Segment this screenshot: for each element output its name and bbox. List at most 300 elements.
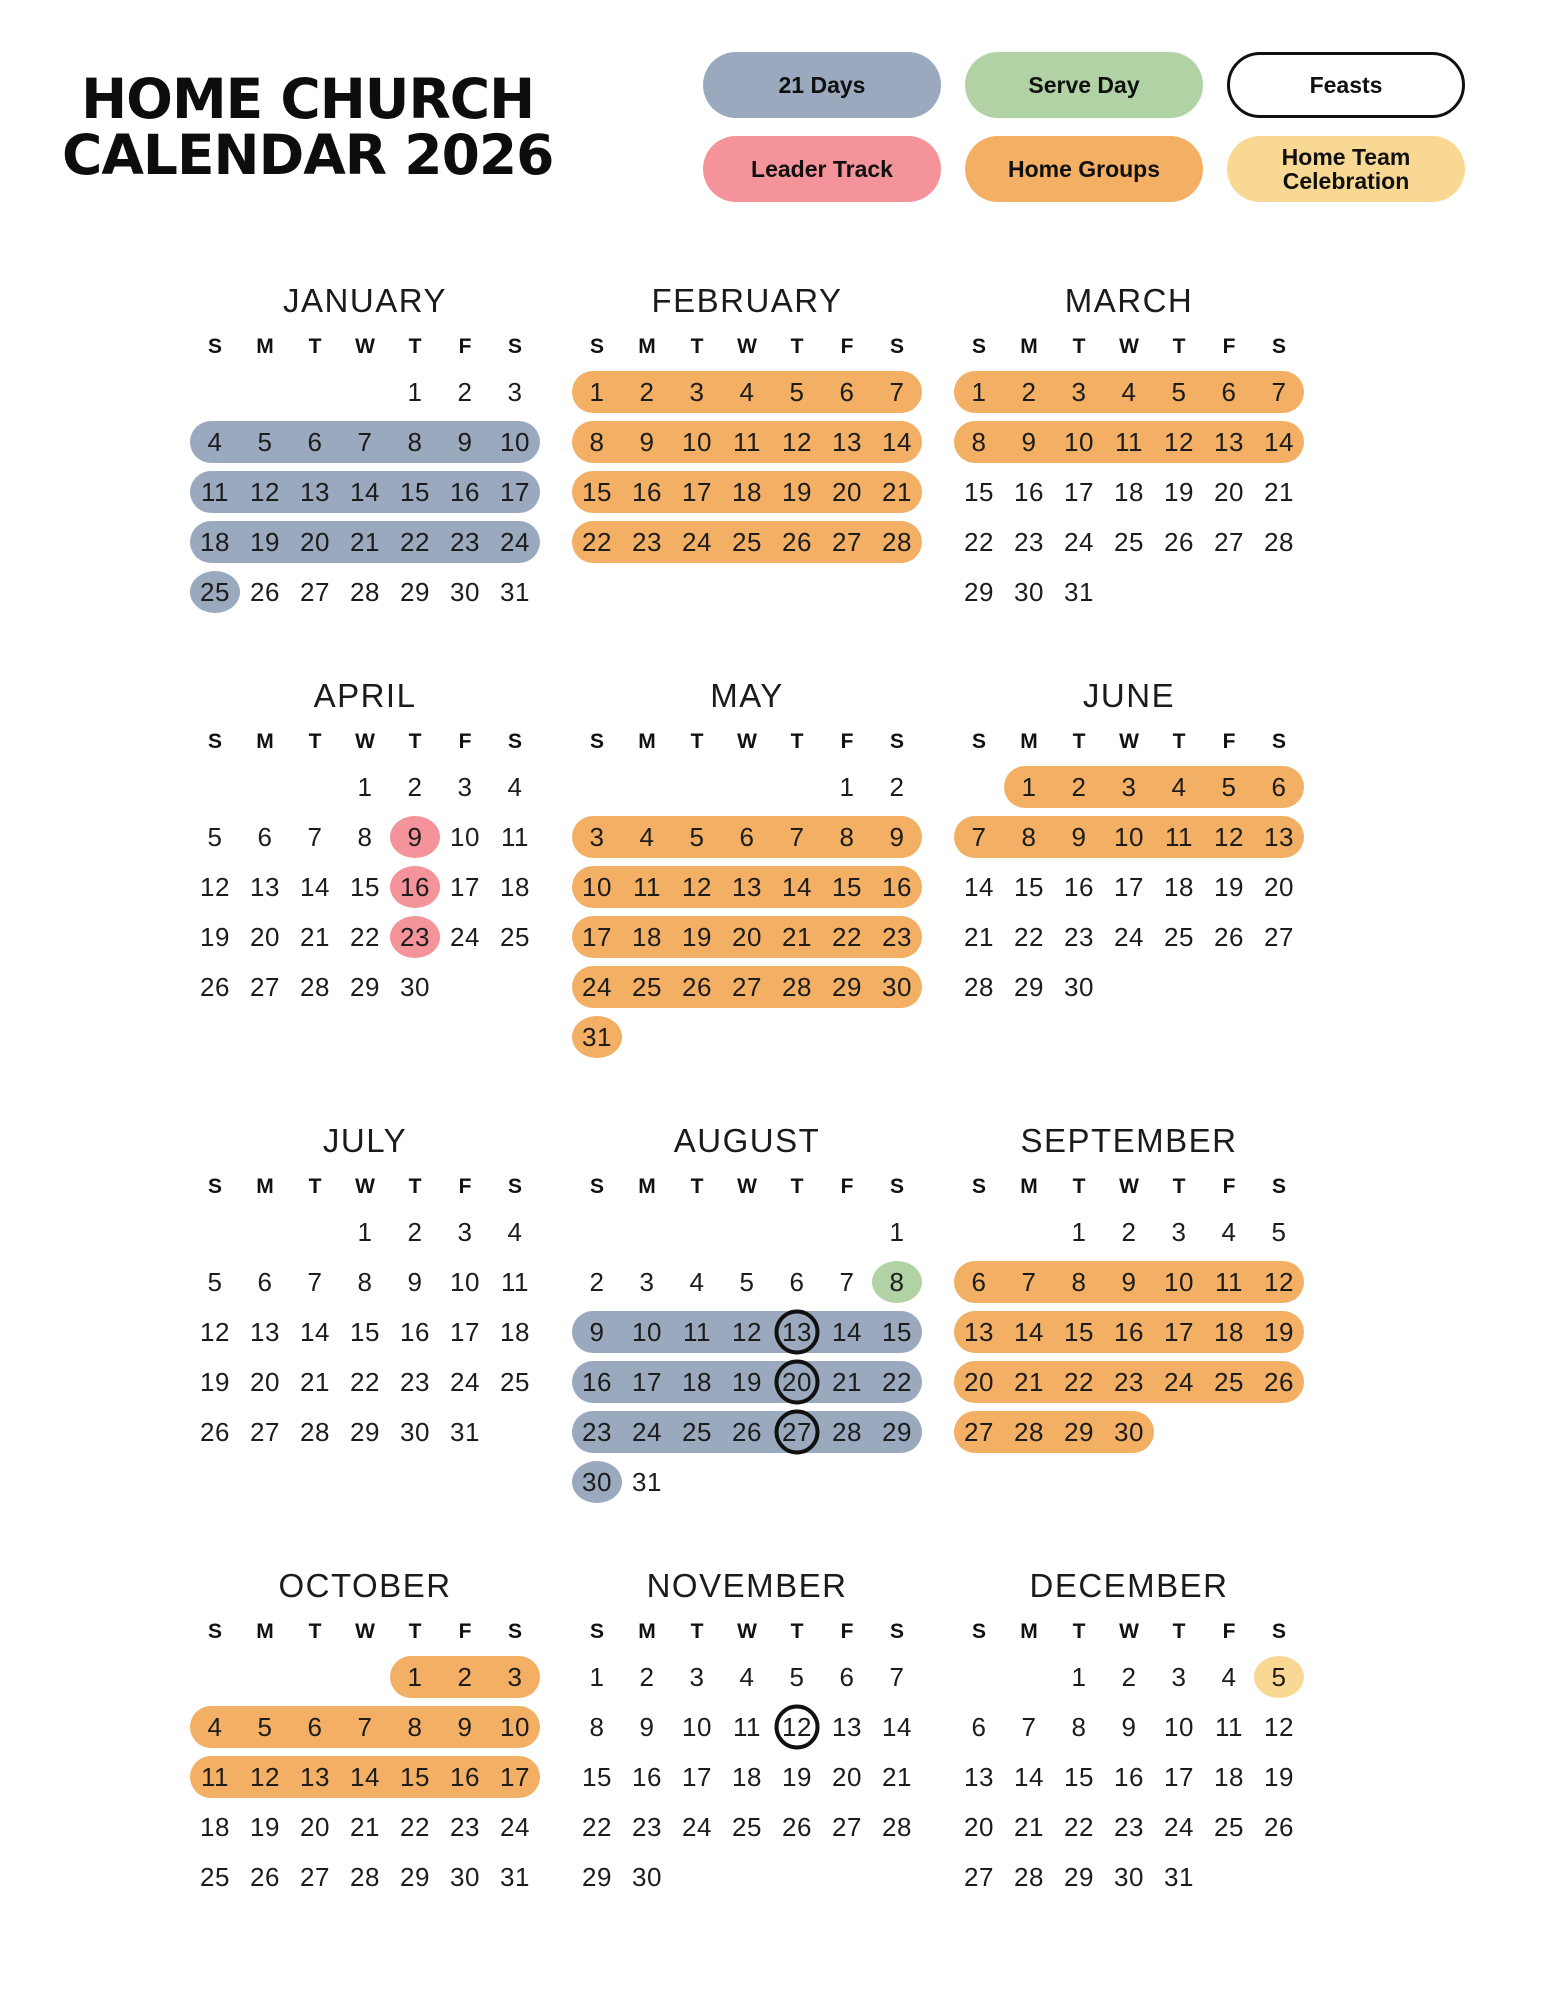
day-number: 11 <box>683 1316 711 1347</box>
day-cell-empty <box>672 766 722 808</box>
day-number: 12 <box>250 476 280 507</box>
day-cell <box>1104 1706 1154 1748</box>
day-number: 28 <box>832 1416 862 1447</box>
day-number: 23 <box>632 1811 662 1842</box>
day-header: W <box>737 730 757 753</box>
day-number: 14 <box>1014 1761 1044 1792</box>
day-number: 7 <box>1021 1266 1037 1297</box>
day-cell <box>340 1211 390 1253</box>
day-cell-highlight-homegroups <box>954 1361 1004 1403</box>
day-cell <box>722 1261 772 1303</box>
day-number: 5 <box>739 1266 755 1297</box>
day-cell-highlight-homegroups <box>572 421 622 463</box>
day-cell <box>1154 1856 1204 1898</box>
day-cell <box>672 1656 722 1698</box>
day-number: 23 <box>1064 921 1094 952</box>
day-header: T <box>1072 335 1086 358</box>
day-cell-highlight-homegroups <box>672 916 722 958</box>
day-number: 29 <box>1064 1861 1094 1892</box>
day-number: 3 <box>457 771 473 802</box>
day-cell <box>1154 521 1204 563</box>
day-header: S <box>507 1620 522 1643</box>
day-number: 23 <box>450 526 480 557</box>
day-cell <box>1154 866 1204 908</box>
day-number: 1 <box>357 1216 373 1247</box>
day-number: 22 <box>882 1366 912 1397</box>
day-cell-highlight-homegroups <box>1004 816 1054 858</box>
day-number: 9 <box>889 821 905 852</box>
day-cell-empty <box>1154 1411 1204 1453</box>
day-cell <box>954 1856 1004 1898</box>
day-cell-highlight-homegroups <box>1004 421 1054 463</box>
day-number: 13 <box>300 1761 330 1792</box>
day-cell <box>390 371 440 413</box>
day-cell <box>954 1806 1004 1848</box>
week-row <box>954 766 1304 808</box>
week-row <box>190 1361 540 1403</box>
day-cell-highlight-21days <box>240 521 290 563</box>
day-number: 27 <box>964 1861 994 1892</box>
day-cell-highlight-21days <box>722 1311 772 1353</box>
day-cell <box>440 816 490 858</box>
day-cell <box>390 1311 440 1353</box>
day-cell <box>572 1806 622 1848</box>
day-number: 10 <box>1164 1266 1194 1297</box>
day-cell <box>1054 571 1104 613</box>
day-number: 18 <box>732 476 762 507</box>
day-header: M <box>1020 730 1038 753</box>
day-cell-highlight-homegroups <box>672 471 722 513</box>
day-cell-highlight-21days <box>340 471 390 513</box>
day-cell-highlight-homegroups <box>340 1706 390 1748</box>
day-number: 24 <box>500 526 530 557</box>
day-header: M <box>638 1620 656 1643</box>
day-cell-highlight-homegroups <box>1204 421 1254 463</box>
day-cell <box>822 1706 872 1748</box>
day-cell-highlight-homegroups <box>572 521 622 563</box>
day-cell-empty <box>872 1461 922 1503</box>
day-number: 16 <box>1114 1761 1144 1792</box>
day-cell <box>622 1656 672 1698</box>
day-number: 31 <box>500 576 530 607</box>
day-number: 9 <box>457 426 473 457</box>
day-number: 15 <box>400 1761 430 1792</box>
day-number: 14 <box>832 1316 862 1347</box>
day-cell-highlight-homegroups <box>772 471 822 513</box>
day-number: 9 <box>407 821 423 852</box>
day-number: 6 <box>307 426 323 457</box>
day-cell-highlight-homegroups <box>1054 766 1104 808</box>
day-number: 11 <box>633 871 661 902</box>
day-cell <box>1154 1211 1204 1253</box>
day-cell <box>572 1261 622 1303</box>
day-number: 21 <box>832 1366 862 1397</box>
day-cell-empty <box>722 1211 772 1253</box>
day-cell <box>772 1261 822 1303</box>
day-number: 7 <box>307 821 323 852</box>
day-cell-highlight-homegroups <box>1154 1361 1204 1403</box>
day-number: 30 <box>400 971 430 1002</box>
day-cell <box>440 371 490 413</box>
day-cell <box>1054 521 1104 563</box>
day-cell-empty <box>822 1461 872 1503</box>
day-cell-highlight-21days <box>672 1361 722 1403</box>
week-row <box>954 1411 1304 1453</box>
day-cell <box>340 1806 390 1848</box>
day-number: 4 <box>1221 1216 1237 1247</box>
day-cell-empty <box>490 1411 540 1453</box>
day-cell <box>722 1756 772 1798</box>
title-line2: CALENDAR 2026 <box>62 123 554 187</box>
day-number: 2 <box>1071 771 1087 802</box>
week-row <box>190 966 540 1008</box>
day-number: 26 <box>1164 526 1194 557</box>
day-cell <box>440 571 490 613</box>
day-number: 14 <box>300 871 330 902</box>
day-cell-highlight-homegroups <box>954 421 1004 463</box>
day-header: F <box>1222 1175 1236 1198</box>
day-number: 22 <box>1064 1811 1094 1842</box>
day-header: T <box>408 1620 422 1643</box>
day-cell <box>1254 1706 1304 1748</box>
day-header: W <box>737 335 757 358</box>
day-number: 9 <box>1071 821 1087 852</box>
day-cell-highlight-homegroups <box>572 371 622 413</box>
day-cell <box>1054 1656 1104 1698</box>
day-cell-empty <box>954 766 1004 808</box>
day-cell <box>1204 1211 1254 1253</box>
day-number: 31 <box>450 1416 480 1447</box>
month-july <box>190 1122 540 1461</box>
day-cell <box>1054 1706 1104 1748</box>
day-cell <box>390 571 440 613</box>
day-number: 6 <box>307 1711 323 1742</box>
day-header: S <box>889 1620 904 1643</box>
day-cell-highlight-homegroups <box>822 371 872 413</box>
day-header: S <box>507 1175 522 1198</box>
day-number: 4 <box>507 771 523 802</box>
day-number: 9 <box>1121 1266 1137 1297</box>
legend-pill-21days <box>703 52 941 118</box>
day-cell-highlight-homegroups <box>572 471 622 513</box>
day-cell-highlight-21days <box>772 1361 822 1403</box>
day-number: 13 <box>300 476 330 507</box>
day-cell-empty <box>822 1016 872 1058</box>
day-number: 26 <box>782 526 812 557</box>
day-number: 26 <box>782 1811 812 1842</box>
day-number: 25 <box>200 1861 230 1892</box>
day-cell <box>672 1706 722 1748</box>
day-number: 4 <box>739 376 755 407</box>
day-cell-highlight-homegroups <box>1004 1361 1054 1403</box>
day-number: 15 <box>1064 1316 1094 1347</box>
day-number: 17 <box>1064 476 1094 507</box>
day-cell-highlight-homegroups <box>822 866 872 908</box>
day-number: 10 <box>1164 1711 1194 1742</box>
day-cell-empty <box>1204 966 1254 1008</box>
day-number: 18 <box>500 871 530 902</box>
day-cell-highlight-homegroups <box>872 521 922 563</box>
day-cell-highlight-21days <box>872 1411 922 1453</box>
day-number: 30 <box>582 1466 612 1497</box>
day-number: 29 <box>1064 1416 1094 1447</box>
day-number: 12 <box>1264 1711 1294 1742</box>
day-number: 30 <box>450 1861 480 1892</box>
day-number: 28 <box>964 971 994 1002</box>
day-number: 25 <box>1114 526 1144 557</box>
legend-pill-serve <box>965 52 1203 118</box>
week-row <box>572 1656 922 1698</box>
day-cell-highlight-homegroups <box>1104 766 1154 808</box>
day-cell <box>622 1756 672 1798</box>
week-row <box>190 1856 540 1898</box>
day-cell <box>190 1311 240 1353</box>
day-cell-highlight-homegroups <box>1004 371 1054 413</box>
day-cell <box>340 1311 390 1353</box>
day-number: 9 <box>1121 1711 1137 1742</box>
day-cell <box>1054 1756 1104 1798</box>
day-cell-highlight-homegroups <box>622 421 672 463</box>
day-cell <box>290 1361 340 1403</box>
day-cell <box>340 866 390 908</box>
day-number: 17 <box>682 1761 712 1792</box>
day-header: S <box>207 1175 222 1198</box>
day-number: 18 <box>1114 476 1144 507</box>
day-cell-empty <box>822 1856 872 1898</box>
day-number: 16 <box>450 1761 480 1792</box>
day-cell-empty <box>290 1656 340 1698</box>
day-cell <box>872 1706 922 1748</box>
day-number: 7 <box>889 1661 905 1692</box>
day-cell-highlight-homegroups <box>722 521 772 563</box>
day-cell <box>390 1806 440 1848</box>
day-cell <box>954 916 1004 958</box>
day-number: 5 <box>789 376 805 407</box>
day-cell <box>440 1856 490 1898</box>
day-cell <box>340 816 390 858</box>
day-number: 24 <box>1114 921 1144 952</box>
day-number: 22 <box>582 1811 612 1842</box>
day-cell-highlight-homegroups <box>1104 1361 1154 1403</box>
day-number: 16 <box>1064 871 1094 902</box>
day-cell-highlight-homegroups <box>1204 1361 1254 1403</box>
header <box>0 0 1545 202</box>
day-cell-empty <box>772 1856 822 1898</box>
day-cell <box>622 1856 672 1898</box>
day-cell <box>440 1806 490 1848</box>
day-number: 6 <box>789 1266 805 1297</box>
day-number: 24 <box>682 1811 712 1842</box>
week-row <box>954 866 1304 908</box>
day-number: 4 <box>207 426 223 457</box>
day-cell-empty <box>872 1016 922 1058</box>
day-cell-highlight-21days <box>240 421 290 463</box>
day-number: 19 <box>682 921 712 952</box>
day-number: 13 <box>832 426 862 457</box>
day-number: 10 <box>450 821 480 852</box>
day-cell-empty <box>1254 571 1304 613</box>
day-number: 8 <box>589 426 605 457</box>
day-cell <box>1054 1856 1104 1898</box>
day-cell-highlight-homegroups <box>722 371 772 413</box>
day-cell-highlight-homegroups <box>572 966 622 1008</box>
day-cell-highlight-homegroups <box>1054 1411 1104 1453</box>
day-headers <box>572 1175 922 1199</box>
day-number: 15 <box>832 871 862 902</box>
day-number: 2 <box>407 1216 423 1247</box>
day-cell <box>440 1411 490 1453</box>
day-number: 13 <box>250 871 280 902</box>
day-number: 11 <box>1165 821 1193 852</box>
day-number: 19 <box>200 921 230 952</box>
day-cell <box>772 1656 822 1698</box>
day-number: 20 <box>964 1811 994 1842</box>
day-number: 25 <box>200 576 230 607</box>
day-cell <box>722 1656 772 1698</box>
day-number: 9 <box>639 1711 655 1742</box>
week-row <box>954 371 1304 413</box>
day-number: 10 <box>500 1711 530 1742</box>
day-cell-empty <box>240 766 290 808</box>
day-header: S <box>889 335 904 358</box>
day-headers <box>954 730 1304 754</box>
week-row <box>954 1856 1304 1898</box>
day-number: 16 <box>450 476 480 507</box>
day-cell-highlight-homegroups <box>1054 1311 1104 1353</box>
day-cell <box>1054 471 1104 513</box>
day-cell-highlight-21days <box>190 471 240 513</box>
day-cell-highlight-homegroups <box>490 1756 540 1798</box>
day-number: 14 <box>300 1316 330 1347</box>
day-headers <box>190 730 540 754</box>
week-row <box>190 766 540 808</box>
day-number: 24 <box>1064 526 1094 557</box>
week-row <box>954 521 1304 563</box>
day-cell <box>190 816 240 858</box>
week-row <box>954 1656 1304 1698</box>
day-number: 3 <box>689 376 705 407</box>
day-number: 3 <box>1121 771 1137 802</box>
day-number: 3 <box>507 1661 523 1692</box>
day-headers <box>954 335 1304 359</box>
day-cell-highlight-homegroups <box>572 866 622 908</box>
day-header: T <box>1172 730 1186 753</box>
day-number: 30 <box>1114 1861 1144 1892</box>
day-cell-highlight-21days <box>572 1361 622 1403</box>
day-cell <box>1254 471 1304 513</box>
day-number: 15 <box>1014 871 1044 902</box>
day-cell-highlight-homegroups <box>872 866 922 908</box>
legend-label: Home Team Celebration <box>1281 143 1411 194</box>
day-cell-highlight-homegroups <box>772 421 822 463</box>
day-cell-highlight-homegroups <box>572 816 622 858</box>
day-number: 13 <box>732 871 762 902</box>
day-cell-highlight-homegroups <box>822 421 872 463</box>
day-cell-highlight-21days <box>822 1361 872 1403</box>
day-number: 3 <box>1171 1216 1187 1247</box>
day-cell <box>1204 1656 1254 1698</box>
day-number: 4 <box>507 1216 523 1247</box>
week-row <box>954 421 1304 463</box>
day-number: 28 <box>782 971 812 1002</box>
day-cell <box>240 1411 290 1453</box>
day-number: 7 <box>357 1711 373 1742</box>
day-number: 27 <box>300 576 330 607</box>
day-header: S <box>1271 335 1286 358</box>
day-number: 4 <box>639 821 655 852</box>
day-cell <box>490 1806 540 1848</box>
day-number: 30 <box>450 576 480 607</box>
day-number: 13 <box>964 1316 994 1347</box>
day-header: W <box>355 1175 375 1198</box>
day-number: 7 <box>971 821 987 852</box>
month-title: JANUARY <box>283 282 447 319</box>
day-cell-empty <box>772 766 822 808</box>
day-number: 11 <box>501 1266 529 1297</box>
legend <box>703 52 1465 202</box>
day-number: 21 <box>300 1366 330 1397</box>
month-title: APRIL <box>313 677 417 714</box>
day-number: 19 <box>200 1366 230 1397</box>
day-header: S <box>207 730 222 753</box>
day-header: T <box>308 730 322 753</box>
day-number: 13 <box>250 1316 280 1347</box>
legend-pill-leader <box>703 136 941 202</box>
day-cell-highlight-homegroups <box>722 916 772 958</box>
day-number: 25 <box>1214 1366 1244 1397</box>
day-number: 21 <box>300 921 330 952</box>
day-number: 30 <box>1114 1416 1144 1447</box>
day-number: 14 <box>964 871 994 902</box>
day-cell <box>290 916 340 958</box>
day-cell-empty <box>290 371 340 413</box>
day-number: 28 <box>882 1811 912 1842</box>
week-row <box>954 816 1304 858</box>
day-number: 27 <box>250 971 280 1002</box>
day-cell-highlight-21days <box>622 1361 672 1403</box>
month-november <box>572 1567 922 1906</box>
day-cell-highlight-21days <box>290 471 340 513</box>
day-number: 31 <box>1064 576 1094 607</box>
day-cell-highlight-homegroups <box>722 471 772 513</box>
day-cell-highlight-homegroups <box>190 1706 240 1748</box>
title-line1: HOME CHURCH <box>81 66 535 131</box>
week-row <box>190 916 540 958</box>
day-cell-highlight-homegroups <box>672 371 722 413</box>
day-cell <box>240 1311 290 1353</box>
day-cell <box>490 866 540 908</box>
day-cell <box>390 1211 440 1253</box>
day-cell <box>1104 1806 1154 1848</box>
day-cell-highlight-homegroups <box>490 1706 540 1748</box>
day-number: 15 <box>1064 1761 1094 1792</box>
day-cell-highlight-homegroups <box>772 371 822 413</box>
day-header: T <box>690 730 704 753</box>
day-number: 23 <box>582 1416 612 1447</box>
day-cell <box>872 1756 922 1798</box>
month-january <box>190 282 540 621</box>
day-number: 18 <box>1214 1761 1244 1792</box>
week-row <box>190 1756 540 1798</box>
day-cell-highlight-homegroups <box>872 966 922 1008</box>
day-cell <box>1204 471 1254 513</box>
day-cell <box>240 966 290 1008</box>
day-number: 28 <box>1014 1416 1044 1447</box>
day-number: 27 <box>250 1416 280 1447</box>
day-number: 16 <box>1014 476 1044 507</box>
day-number: 29 <box>400 576 430 607</box>
month-april <box>190 677 540 1016</box>
